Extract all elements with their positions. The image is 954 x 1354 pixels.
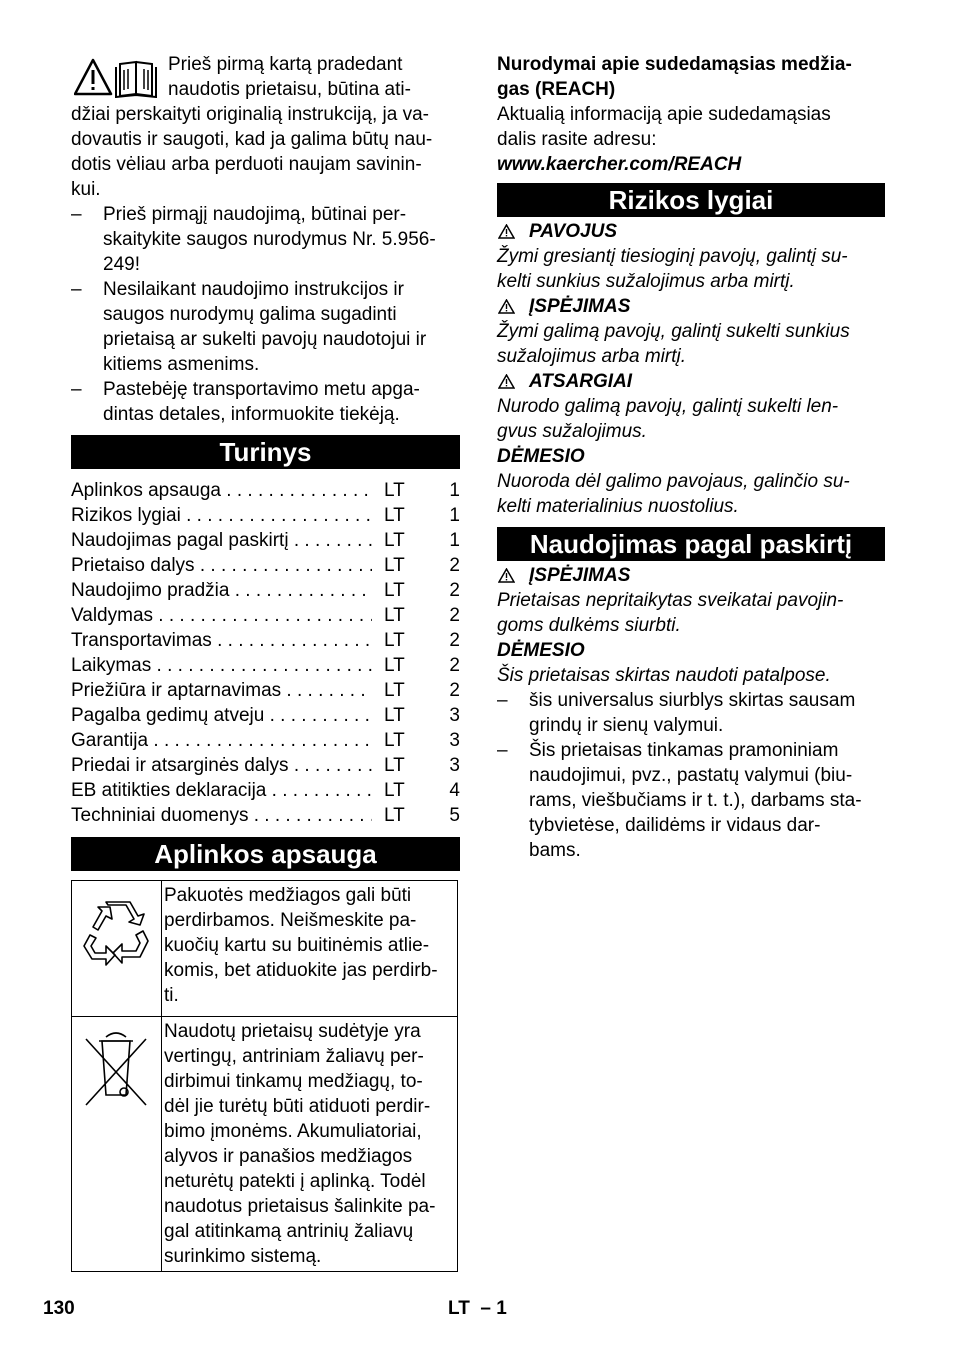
bullet-line: kitiems asmenims. bbox=[103, 354, 260, 375]
toc-lang: LT bbox=[384, 480, 405, 501]
notice-label: DĖMESIO bbox=[497, 640, 585, 661]
toc-row[interactable] bbox=[71, 678, 460, 703]
bullet-line: Nesilaikant naudojimo instrukcijos ir bbox=[103, 279, 404, 300]
disposal-line: alyvos ir panašios medžiagos bbox=[164, 1146, 413, 1167]
dash-bullet: – bbox=[71, 204, 82, 225]
bullet-line: dintas detales, informuokite tiekėją. bbox=[103, 404, 400, 425]
notice-label: DĖMESIO bbox=[497, 446, 585, 467]
risk-heading: Rizikos lygiai bbox=[497, 183, 885, 217]
toc-row[interactable] bbox=[71, 803, 460, 828]
warning-and-manual-icon bbox=[74, 58, 162, 98]
toc-title: Rizikos lygiai . . . bbox=[71, 503, 372, 528]
toc-lang: LT bbox=[384, 605, 405, 626]
toc-row[interactable] bbox=[71, 778, 460, 803]
toc-page: 2 bbox=[449, 655, 460, 676]
disposal-line: naudotus prietaisus šalinkite pa- bbox=[164, 1196, 436, 1217]
disposal-line: dirbimui tinkamų medžiagų, to- bbox=[164, 1071, 423, 1092]
disposal-line: dėl jie turėtų būti atiduoti perdir- bbox=[164, 1096, 431, 1117]
toc-title: Garantija . . . bbox=[71, 728, 372, 753]
reach-link[interactable]: www.kaercher.com/REACH bbox=[497, 154, 742, 175]
toc-lang: LT bbox=[384, 655, 405, 676]
page-number: 130 bbox=[43, 1298, 75, 1319]
toc-title: Naudojimo pradžia . . . bbox=[71, 578, 372, 603]
caution-text: Nurodo galimą pavojų, galintį sukelti len- bbox=[497, 396, 839, 417]
table-row bbox=[72, 881, 458, 1017]
toc-title: Transportavimas . . . bbox=[71, 628, 372, 653]
toc-title: Aplinkos apsauga . . . bbox=[71, 478, 372, 503]
toc-page: 3 bbox=[449, 705, 460, 726]
warning-text: sužalojimus arba mirtį. bbox=[497, 346, 686, 367]
notice-text: kelti materialinius nuostolius. bbox=[497, 496, 739, 517]
bullet-line: saugos nurodymų galima sugadinti bbox=[103, 304, 397, 325]
toc-title: Pagalba gedimų atveju . . . bbox=[71, 703, 372, 728]
bullet-line: Šis prietaisas tinkamas pramoniniam bbox=[529, 740, 839, 761]
toc-lang: LT bbox=[384, 705, 405, 726]
warning-label-row bbox=[497, 563, 885, 588]
toc-row[interactable] bbox=[71, 478, 460, 503]
intro-bullet bbox=[71, 277, 460, 377]
toc-lang: LT bbox=[384, 505, 405, 526]
bullet-line: 249! bbox=[103, 254, 140, 275]
danger-label: PAVOJUS bbox=[529, 221, 617, 242]
toc-page: 2 bbox=[449, 605, 460, 626]
crossed-bin-icon bbox=[72, 1017, 161, 1117]
caution-text: gvus sužalojimus. bbox=[497, 421, 647, 442]
warning-label: ĮSPĖJIMAS bbox=[529, 296, 631, 317]
left-column bbox=[71, 50, 460, 1272]
toc-page: 5 bbox=[449, 805, 460, 826]
bullet-line: bams. bbox=[529, 840, 581, 861]
toc-lang: LT bbox=[384, 555, 405, 576]
disposal-line: vertingų, antriniam žaliavų per- bbox=[164, 1046, 424, 1067]
toc-title: Priežiūra ir aptarnavimas . . . bbox=[71, 678, 372, 703]
toc-page: 2 bbox=[449, 580, 460, 601]
toc-lang: LT bbox=[384, 530, 405, 551]
toc-page: 1 bbox=[449, 480, 460, 501]
toc-lang: LT bbox=[384, 630, 405, 651]
warning-triangle-icon bbox=[498, 568, 515, 583]
toc-page: 2 bbox=[449, 680, 460, 701]
danger-text: Žymi gresiantį tiesioginį pavojų, galintį su- bbox=[497, 246, 848, 267]
recycle-text-cell bbox=[162, 881, 458, 1017]
intro-line: dotis vėliau arba perduoti naujam savinin- bbox=[71, 154, 422, 175]
warning-triangle-icon bbox=[498, 374, 515, 389]
reach-text: dalis rasite adresu: bbox=[497, 129, 657, 150]
toc-title: Techniniai duomenys . . . bbox=[71, 803, 372, 828]
bullet-line: prietaisą ar sukelti pavojų naudotojui ir bbox=[103, 329, 427, 350]
environment-heading: Aplinkos apsauga bbox=[71, 837, 460, 871]
reach-text: Aktualią informaciją apie sudedamąsias bbox=[497, 104, 831, 125]
disposal-line: surinkimo sistemą. bbox=[164, 1246, 322, 1267]
warning-label-row bbox=[497, 294, 885, 319]
toc-title: Laikymas . . . bbox=[71, 653, 372, 678]
toc-page: 2 bbox=[449, 555, 460, 576]
recycle-line: ti. bbox=[164, 985, 179, 1006]
recycle-line: kuočių kartu su buitinėmis atlie- bbox=[164, 935, 430, 956]
table-row bbox=[72, 1017, 458, 1272]
reach-heading: gas (REACH) bbox=[497, 79, 616, 100]
toc-page: 2 bbox=[449, 630, 460, 651]
toc-title: Naudojimas pagal paskirtį . . . bbox=[71, 528, 372, 553]
recycle-cell bbox=[72, 881, 162, 1017]
toc-row[interactable] bbox=[71, 553, 460, 578]
warning-triangle-icon bbox=[498, 224, 515, 239]
toc-row[interactable] bbox=[71, 753, 460, 778]
warning-text: goms dulkėms siurbti. bbox=[497, 615, 681, 636]
intro-line: dovautis ir saugoti, kad ja galima būtų nau- bbox=[71, 129, 433, 150]
danger-text: kelti sunkius sužalojimus arba mirtį. bbox=[497, 271, 795, 292]
toc-page: 4 bbox=[449, 780, 460, 801]
table-of-contents bbox=[71, 478, 460, 828]
toc-row[interactable] bbox=[71, 703, 460, 728]
disposal-line: bimo įmonėms. Akumuliatoriai, bbox=[164, 1121, 422, 1142]
intro-bullet bbox=[71, 202, 460, 277]
toc-page: 3 bbox=[449, 755, 460, 776]
toc-lang: LT bbox=[384, 680, 405, 701]
recycle-line: komis, bet atiduokite jas perdirb- bbox=[164, 960, 438, 981]
bullet-line: rams, viešbučiams ir t. t.), darbams sta- bbox=[529, 790, 862, 811]
disposal-line: Naudotų prietaisų sudėtyje yra bbox=[164, 1021, 421, 1042]
recycle-line: Pakuotės medžiagos gali būti bbox=[164, 885, 412, 906]
bullet-line: Prieš pirmąjį naudojimą, būtinai per- bbox=[103, 204, 407, 225]
caution-label: ATSARGIAI bbox=[529, 371, 633, 392]
toc-lang: LT bbox=[384, 805, 405, 826]
bullet-line: naudojimui, pvz., pastatų valymui (biu- bbox=[529, 765, 853, 786]
toc-page: 1 bbox=[449, 505, 460, 526]
caution-label-row bbox=[497, 369, 885, 394]
danger-label-row bbox=[497, 219, 885, 244]
warning-label: ĮSPĖJIMAS bbox=[529, 565, 631, 586]
intended-use-section bbox=[497, 563, 885, 863]
dash-bullet: – bbox=[497, 690, 508, 711]
toc-title: Priedai ir atsarginės dalys . . . bbox=[71, 753, 372, 778]
disposal-line: gal atitinkamą antrinių žaliavų bbox=[164, 1221, 414, 1242]
toc-row[interactable] bbox=[71, 603, 460, 628]
toc-row[interactable] bbox=[71, 503, 460, 528]
dash-bullet: – bbox=[497, 740, 508, 761]
bullet-line: Pastebėję transportavimo metu apga- bbox=[103, 379, 420, 400]
reach-heading: Nurodymai apie sudedamąsias medžia- bbox=[497, 54, 852, 75]
warning-triangle-icon bbox=[498, 299, 515, 314]
toc-row[interactable] bbox=[71, 628, 460, 653]
risk-section bbox=[497, 219, 885, 519]
bullet-line: grindų ir sienų valymui. bbox=[529, 715, 724, 736]
use-bullet bbox=[497, 738, 885, 863]
toc-title: Valdymas . . . bbox=[71, 603, 372, 628]
toc-heading: Turinys bbox=[71, 435, 460, 469]
toc-page: 3 bbox=[449, 730, 460, 751]
toc-title: Prietaiso dalys . . . bbox=[71, 553, 372, 578]
toc-lang: LT bbox=[384, 780, 405, 801]
toc-lang: LT bbox=[384, 755, 405, 776]
warning-text: Žymi galimą pavojų, galintį sukelti sunkius bbox=[497, 321, 850, 342]
warning-text: Prietaisas nepritaikytas sveikatai pavojin- bbox=[497, 590, 844, 611]
bullet-line: tybvietėse, dailidėms ir vidaus dar- bbox=[529, 815, 821, 836]
recycle-line: perdirbamos. Neišmeskite pa- bbox=[164, 910, 417, 931]
toc-row[interactable] bbox=[71, 653, 460, 678]
toc-row[interactable] bbox=[71, 728, 460, 753]
disposal-text-cell bbox=[162, 1017, 458, 1272]
intro-line: naudotis prietaisu, būtina ati- bbox=[168, 79, 411, 100]
disposal-line: neturėtų patekti į aplinką. Todėl bbox=[164, 1171, 426, 1192]
bullet-line: šis universalus siurblys skirtas sausam bbox=[529, 690, 856, 711]
toc-title: EB atitikties deklaracija . . . bbox=[71, 778, 372, 803]
toc-page: 1 bbox=[449, 530, 460, 551]
dash-bullet: – bbox=[71, 279, 82, 300]
intended-use-heading: Naudojimas pagal paskirtį bbox=[497, 527, 885, 561]
toc-row[interactable] bbox=[71, 528, 460, 553]
toc-row[interactable] bbox=[71, 578, 460, 603]
intro-line: kui. bbox=[71, 179, 101, 200]
notice-text: Šis prietaisas skirtas naudoti patalpose. bbox=[497, 665, 831, 686]
toc-lang: LT bbox=[384, 580, 405, 601]
toc-lang: LT bbox=[384, 730, 405, 751]
dash-bullet: – bbox=[71, 379, 82, 400]
use-bullet bbox=[497, 688, 885, 738]
intro-bullet bbox=[71, 377, 460, 427]
intro-line: džiai perskaityti originalią instrukciją, ja va- bbox=[71, 104, 429, 125]
intro-line: Prieš pirmą kartą pradedant bbox=[168, 54, 403, 75]
bullet-line: skaitykite saugos nurodymus Nr. 5.956- bbox=[103, 229, 436, 250]
notice-text: Nuoroda dėl galimo pavojaus, galinčio su- bbox=[497, 471, 850, 492]
intro-notice bbox=[71, 50, 460, 202]
recycle-icon bbox=[72, 881, 161, 1009]
right-column bbox=[497, 50, 885, 863]
language-page-marker: LT – 1 bbox=[448, 1298, 507, 1319]
reach-section bbox=[497, 50, 885, 177]
disposal-cell bbox=[72, 1017, 162, 1272]
environment-table bbox=[71, 880, 458, 1272]
